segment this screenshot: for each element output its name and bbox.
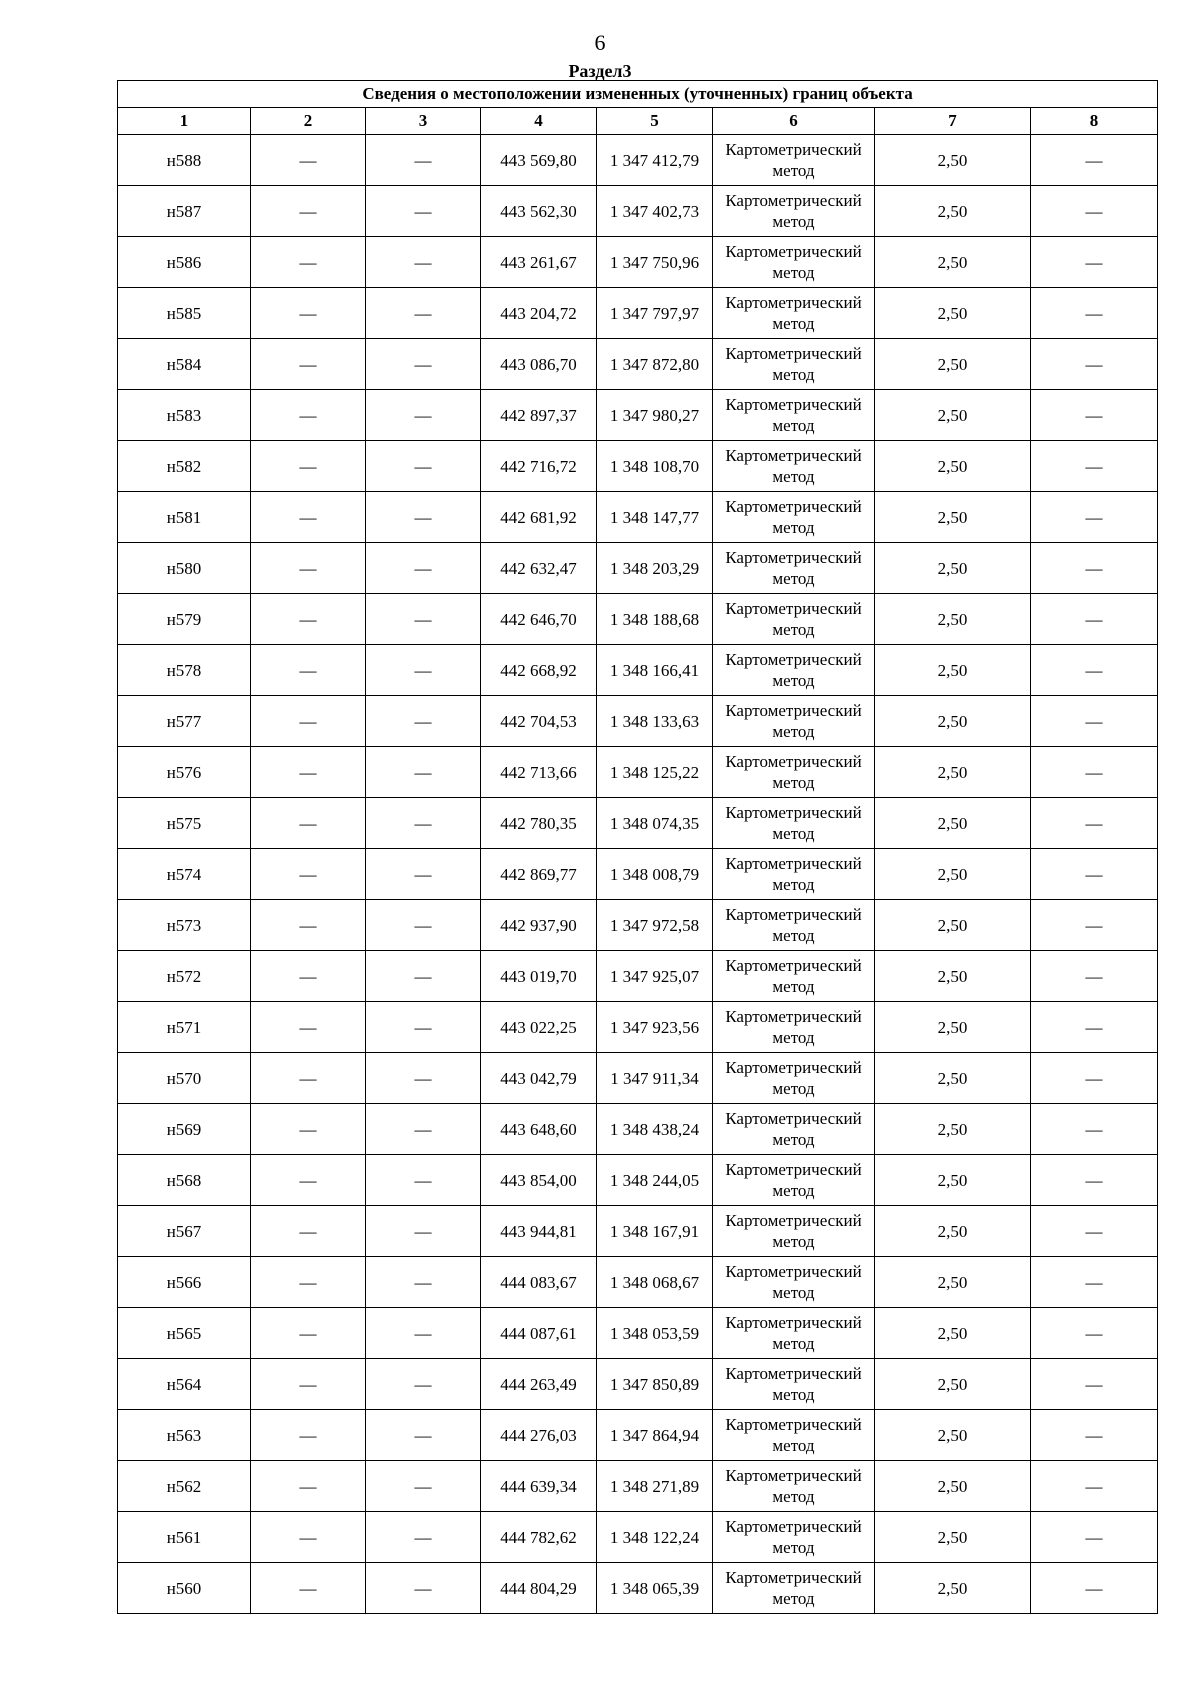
column-number-5: 5 — [597, 108, 713, 135]
col2-cell: — — [251, 1257, 366, 1308]
point-number-cell: н571 — [118, 1002, 251, 1053]
y-coordinate-cell: 1 347 911,34 — [597, 1053, 713, 1104]
col2-cell: — — [251, 1512, 366, 1563]
col8-cell: — — [1031, 747, 1158, 798]
column-number-7: 7 — [875, 108, 1031, 135]
col3-cell: — — [366, 1410, 481, 1461]
col2-cell: — — [251, 186, 366, 237]
col8-cell: — — [1031, 798, 1158, 849]
method-cell: Картометрический метод — [713, 186, 875, 237]
method-cell: Картометрический метод — [713, 798, 875, 849]
table-row — [118, 798, 1158, 849]
boundary-coordinates-table — [117, 80, 1158, 1614]
col2-cell: — — [251, 849, 366, 900]
table-row — [118, 645, 1158, 696]
y-coordinate-cell: 1 348 271,89 — [597, 1461, 713, 1512]
x-coordinate-cell: 442 632,47 — [481, 543, 597, 594]
accuracy-cell: 2,50 — [875, 543, 1031, 594]
method-cell: Картометрический метод — [713, 1257, 875, 1308]
col3-cell: — — [366, 1563, 481, 1614]
col3-cell: — — [366, 747, 481, 798]
col3-cell: — — [366, 900, 481, 951]
method-cell: Картометрический метод — [713, 900, 875, 951]
accuracy-cell: 2,50 — [875, 186, 1031, 237]
table-row — [118, 951, 1158, 1002]
point-number-cell: н565 — [118, 1308, 251, 1359]
accuracy-cell: 2,50 — [875, 1053, 1031, 1104]
point-number-cell: н582 — [118, 441, 251, 492]
col3-cell: — — [366, 1002, 481, 1053]
point-number-cell: н567 — [118, 1206, 251, 1257]
method-cell: Картометрический метод — [713, 696, 875, 747]
col8-cell: — — [1031, 1002, 1158, 1053]
point-number-cell: н588 — [118, 135, 251, 186]
method-cell: Картометрический метод — [713, 1563, 875, 1614]
col2-cell: — — [251, 747, 366, 798]
col2-cell: — — [251, 1308, 366, 1359]
col8-cell: — — [1031, 1512, 1158, 1563]
y-coordinate-cell: 1 347 850,89 — [597, 1359, 713, 1410]
col3-cell: — — [366, 492, 481, 543]
accuracy-cell: 2,50 — [875, 339, 1031, 390]
x-coordinate-cell: 443 562,30 — [481, 186, 597, 237]
col8-cell: — — [1031, 288, 1158, 339]
accuracy-cell: 2,50 — [875, 441, 1031, 492]
point-number-cell: н587 — [118, 186, 251, 237]
col2-cell: — — [251, 441, 366, 492]
col2-cell: — — [251, 645, 366, 696]
table-row — [118, 135, 1158, 186]
accuracy-cell: 2,50 — [875, 645, 1031, 696]
x-coordinate-cell: 444 087,61 — [481, 1308, 597, 1359]
col8-cell: — — [1031, 594, 1158, 645]
accuracy-cell: 2,50 — [875, 135, 1031, 186]
col2-cell: — — [251, 1410, 366, 1461]
col2-cell: — — [251, 1461, 366, 1512]
y-coordinate-cell: 1 348 122,24 — [597, 1512, 713, 1563]
accuracy-cell: 2,50 — [875, 1257, 1031, 1308]
accuracy-cell: 2,50 — [875, 1359, 1031, 1410]
table-row — [118, 1461, 1158, 1512]
col8-cell: — — [1031, 951, 1158, 1002]
col2-cell: — — [251, 1002, 366, 1053]
table-row — [118, 492, 1158, 543]
col2-cell: — — [251, 492, 366, 543]
accuracy-cell: 2,50 — [875, 390, 1031, 441]
col8-cell: — — [1031, 1155, 1158, 1206]
table-row — [118, 1359, 1158, 1410]
col8-cell: — — [1031, 696, 1158, 747]
point-number-cell: н563 — [118, 1410, 251, 1461]
x-coordinate-cell: 443 086,70 — [481, 339, 597, 390]
table-row — [118, 747, 1158, 798]
point-number-cell: н566 — [118, 1257, 251, 1308]
method-cell: Картометрический метод — [713, 1155, 875, 1206]
col3-cell: — — [366, 135, 481, 186]
point-number-cell: н572 — [118, 951, 251, 1002]
accuracy-cell: 2,50 — [875, 1563, 1031, 1614]
col3-cell: — — [366, 849, 481, 900]
col8-cell: — — [1031, 1257, 1158, 1308]
point-number-cell: н570 — [118, 1053, 251, 1104]
accuracy-cell: 2,50 — [875, 1512, 1031, 1563]
col2-cell: — — [251, 288, 366, 339]
col8-cell: — — [1031, 441, 1158, 492]
col8-cell: — — [1031, 849, 1158, 900]
y-coordinate-cell: 1 348 167,91 — [597, 1206, 713, 1257]
x-coordinate-cell: 444 804,29 — [481, 1563, 597, 1614]
y-coordinate-cell: 1 347 923,56 — [597, 1002, 713, 1053]
y-coordinate-cell: 1 348 244,05 — [597, 1155, 713, 1206]
accuracy-cell: 2,50 — [875, 798, 1031, 849]
col3-cell: — — [366, 1359, 481, 1410]
y-coordinate-cell: 1 347 980,27 — [597, 390, 713, 441]
col3-cell: — — [366, 1104, 481, 1155]
point-number-cell: н584 — [118, 339, 251, 390]
col8-cell: — — [1031, 1053, 1158, 1104]
x-coordinate-cell: 444 083,67 — [481, 1257, 597, 1308]
table-row — [118, 543, 1158, 594]
accuracy-cell: 2,50 — [875, 1104, 1031, 1155]
point-number-cell: н574 — [118, 849, 251, 900]
table-row — [118, 1206, 1158, 1257]
method-cell: Картометрический метод — [713, 441, 875, 492]
col2-cell: — — [251, 1053, 366, 1104]
accuracy-cell: 2,50 — [875, 1206, 1031, 1257]
table-row — [118, 186, 1158, 237]
col8-cell: — — [1031, 135, 1158, 186]
method-cell: Картометрический метод — [713, 1512, 875, 1563]
col8-cell: — — [1031, 237, 1158, 288]
col3-cell: — — [366, 237, 481, 288]
table-row — [118, 900, 1158, 951]
point-number-cell: н581 — [118, 492, 251, 543]
col8-cell: — — [1031, 390, 1158, 441]
y-coordinate-cell: 1 348 166,41 — [597, 645, 713, 696]
table-row — [118, 1155, 1158, 1206]
accuracy-cell: 2,50 — [875, 492, 1031, 543]
col8-cell: — — [1031, 1410, 1158, 1461]
col3-cell: — — [366, 441, 481, 492]
method-cell: Картометрический метод — [713, 1461, 875, 1512]
method-cell: Картометрический метод — [713, 288, 875, 339]
col2-cell: — — [251, 135, 366, 186]
accuracy-cell: 2,50 — [875, 288, 1031, 339]
table-row — [118, 1563, 1158, 1614]
accuracy-cell: 2,50 — [875, 1002, 1031, 1053]
point-number-cell: н586 — [118, 237, 251, 288]
point-number-cell: н568 — [118, 1155, 251, 1206]
col8-cell: — — [1031, 492, 1158, 543]
method-cell: Картометрический метод — [713, 1053, 875, 1104]
table-row — [118, 1053, 1158, 1104]
point-number-cell: н576 — [118, 747, 251, 798]
column-number-row — [118, 108, 1158, 135]
y-coordinate-cell: 1 348 108,70 — [597, 441, 713, 492]
y-coordinate-cell: 1 347 402,73 — [597, 186, 713, 237]
method-cell: Картометрический метод — [713, 135, 875, 186]
col2-cell: — — [251, 951, 366, 1002]
col8-cell: — — [1031, 186, 1158, 237]
col3-cell: — — [366, 339, 481, 390]
y-coordinate-cell: 1 347 925,07 — [597, 951, 713, 1002]
y-coordinate-cell: 1 348 203,29 — [597, 543, 713, 594]
point-number-cell: н560 — [118, 1563, 251, 1614]
table-row — [118, 1410, 1158, 1461]
column-number-1: 1 — [118, 108, 251, 135]
method-cell: Картометрический метод — [713, 1359, 875, 1410]
col3-cell: — — [366, 390, 481, 441]
accuracy-cell: 2,50 — [875, 237, 1031, 288]
col2-cell: — — [251, 696, 366, 747]
point-number-cell: н585 — [118, 288, 251, 339]
col3-cell: — — [366, 543, 481, 594]
table-row — [118, 1104, 1158, 1155]
col8-cell: — — [1031, 339, 1158, 390]
accuracy-cell: 2,50 — [875, 1410, 1031, 1461]
col3-cell: — — [366, 1053, 481, 1104]
y-coordinate-cell: 1 348 053,59 — [597, 1308, 713, 1359]
x-coordinate-cell: 443 944,81 — [481, 1206, 597, 1257]
point-number-cell: н561 — [118, 1512, 251, 1563]
table-row — [118, 1308, 1158, 1359]
column-number-6: 6 — [713, 108, 875, 135]
page-number: 6 — [594, 30, 606, 55]
y-coordinate-cell: 1 348 008,79 — [597, 849, 713, 900]
y-coordinate-cell: 1 347 872,80 — [597, 339, 713, 390]
y-coordinate-cell: 1 347 412,79 — [597, 135, 713, 186]
x-coordinate-cell: 444 276,03 — [481, 1410, 597, 1461]
y-coordinate-cell: 1 348 188,68 — [597, 594, 713, 645]
y-coordinate-cell: 1 347 797,97 — [597, 288, 713, 339]
col3-cell: — — [366, 1257, 481, 1308]
table-row — [118, 237, 1158, 288]
method-cell: Картометрический метод — [713, 1002, 875, 1053]
x-coordinate-cell: 443 022,25 — [481, 1002, 597, 1053]
table-row — [118, 1002, 1158, 1053]
table-row — [118, 1512, 1158, 1563]
col2-cell: — — [251, 900, 366, 951]
x-coordinate-cell: 442 713,66 — [481, 747, 597, 798]
method-cell: Картометрический метод — [713, 594, 875, 645]
point-number-cell: н564 — [118, 1359, 251, 1410]
col8-cell: — — [1031, 1308, 1158, 1359]
y-coordinate-cell: 1 348 125,22 — [597, 747, 713, 798]
col2-cell: — — [251, 390, 366, 441]
x-coordinate-cell: 442 716,72 — [481, 441, 597, 492]
y-coordinate-cell: 1 348 133,63 — [597, 696, 713, 747]
point-number-cell: н578 — [118, 645, 251, 696]
x-coordinate-cell: 442 937,90 — [481, 900, 597, 951]
method-cell: Картометрический метод — [713, 645, 875, 696]
column-number-8: 8 — [1031, 108, 1158, 135]
method-cell: Картометрический метод — [713, 390, 875, 441]
x-coordinate-cell: 443 204,72 — [481, 288, 597, 339]
table-body — [118, 135, 1158, 1614]
col3-cell: — — [366, 798, 481, 849]
method-cell: Картометрический метод — [713, 492, 875, 543]
y-coordinate-cell: 1 348 065,39 — [597, 1563, 713, 1614]
x-coordinate-cell: 442 668,92 — [481, 645, 597, 696]
accuracy-cell: 2,50 — [875, 951, 1031, 1002]
point-number-cell: н575 — [118, 798, 251, 849]
y-coordinate-cell: 1 348 068,67 — [597, 1257, 713, 1308]
col8-cell: — — [1031, 1359, 1158, 1410]
x-coordinate-cell: 443 019,70 — [481, 951, 597, 1002]
col3-cell: — — [366, 696, 481, 747]
col3-cell: — — [366, 1461, 481, 1512]
col3-cell: — — [366, 594, 481, 645]
method-cell: Картометрический метод — [713, 543, 875, 594]
col3-cell: — — [366, 288, 481, 339]
table-caption: Сведения о местоположении измененных (уточненных) границ объекта — [118, 81, 1158, 108]
table-row — [118, 441, 1158, 492]
point-number-cell: н583 — [118, 390, 251, 441]
point-number-cell: н580 — [118, 543, 251, 594]
col8-cell: — — [1031, 1563, 1158, 1614]
accuracy-cell: 2,50 — [875, 1461, 1031, 1512]
col2-cell: — — [251, 1206, 366, 1257]
col2-cell: — — [251, 1563, 366, 1614]
x-coordinate-cell: 444 263,49 — [481, 1359, 597, 1410]
y-coordinate-cell: 1 347 864,94 — [597, 1410, 713, 1461]
method-cell: Картометрический метод — [713, 237, 875, 288]
x-coordinate-cell: 443 854,00 — [481, 1155, 597, 1206]
x-coordinate-cell: 443 261,67 — [481, 237, 597, 288]
accuracy-cell: 2,50 — [875, 747, 1031, 798]
accuracy-cell: 2,50 — [875, 1155, 1031, 1206]
col2-cell: — — [251, 594, 366, 645]
point-number-cell: н579 — [118, 594, 251, 645]
col8-cell: — — [1031, 543, 1158, 594]
col2-cell: — — [251, 339, 366, 390]
method-cell: Картометрический метод — [713, 951, 875, 1002]
point-number-cell: н577 — [118, 696, 251, 747]
section-title: Раздел3 — [568, 61, 632, 81]
accuracy-cell: 2,50 — [875, 696, 1031, 747]
column-number-2: 2 — [251, 108, 366, 135]
x-coordinate-cell: 443 569,80 — [481, 135, 597, 186]
col3-cell: — — [366, 951, 481, 1002]
method-cell: Картометрический метод — [713, 747, 875, 798]
accuracy-cell: 2,50 — [875, 849, 1031, 900]
y-coordinate-cell: 1 347 972,58 — [597, 900, 713, 951]
col3-cell: — — [366, 1206, 481, 1257]
table-row — [118, 339, 1158, 390]
x-coordinate-cell: 444 782,62 — [481, 1512, 597, 1563]
method-cell: Картометрический метод — [713, 849, 875, 900]
method-cell: Картометрический метод — [713, 1104, 875, 1155]
col3-cell: — — [366, 645, 481, 696]
col8-cell: — — [1031, 1104, 1158, 1155]
col2-cell: — — [251, 798, 366, 849]
x-coordinate-cell: 442 780,35 — [481, 798, 597, 849]
col8-cell: — — [1031, 1206, 1158, 1257]
point-number-cell: н573 — [118, 900, 251, 951]
x-coordinate-cell: 442 646,70 — [481, 594, 597, 645]
col2-cell: — — [251, 1359, 366, 1410]
method-cell: Картометрический метод — [713, 1206, 875, 1257]
method-cell: Картометрический метод — [713, 1308, 875, 1359]
y-coordinate-cell: 1 348 438,24 — [597, 1104, 713, 1155]
col8-cell: — — [1031, 900, 1158, 951]
x-coordinate-cell: 444 639,34 — [481, 1461, 597, 1512]
col8-cell: — — [1031, 1461, 1158, 1512]
point-number-cell: н569 — [118, 1104, 251, 1155]
accuracy-cell: 2,50 — [875, 594, 1031, 645]
method-cell: Картометрический метод — [713, 1410, 875, 1461]
table-row — [118, 849, 1158, 900]
col8-cell: — — [1031, 645, 1158, 696]
col2-cell: — — [251, 1104, 366, 1155]
y-coordinate-cell: 1 348 074,35 — [597, 798, 713, 849]
col3-cell: — — [366, 186, 481, 237]
col3-cell: — — [366, 1512, 481, 1563]
x-coordinate-cell: 442 681,92 — [481, 492, 597, 543]
table-row — [118, 696, 1158, 747]
col3-cell: — — [366, 1155, 481, 1206]
accuracy-cell: 2,50 — [875, 900, 1031, 951]
point-number-cell: н562 — [118, 1461, 251, 1512]
x-coordinate-cell: 443 042,79 — [481, 1053, 597, 1104]
column-number-3: 3 — [366, 108, 481, 135]
x-coordinate-cell: 442 869,77 — [481, 849, 597, 900]
table-row — [118, 1257, 1158, 1308]
x-coordinate-cell: 443 648,60 — [481, 1104, 597, 1155]
y-coordinate-cell: 1 348 147,77 — [597, 492, 713, 543]
table-row — [118, 288, 1158, 339]
column-number-4: 4 — [481, 108, 597, 135]
col2-cell: — — [251, 237, 366, 288]
table-row — [118, 594, 1158, 645]
x-coordinate-cell: 442 897,37 — [481, 390, 597, 441]
table-row — [118, 390, 1158, 441]
y-coordinate-cell: 1 347 750,96 — [597, 237, 713, 288]
col2-cell: — — [251, 1155, 366, 1206]
col3-cell: — — [366, 1308, 481, 1359]
x-coordinate-cell: 442 704,53 — [481, 696, 597, 747]
method-cell: Картометрический метод — [713, 339, 875, 390]
accuracy-cell: 2,50 — [875, 1308, 1031, 1359]
col2-cell: — — [251, 543, 366, 594]
